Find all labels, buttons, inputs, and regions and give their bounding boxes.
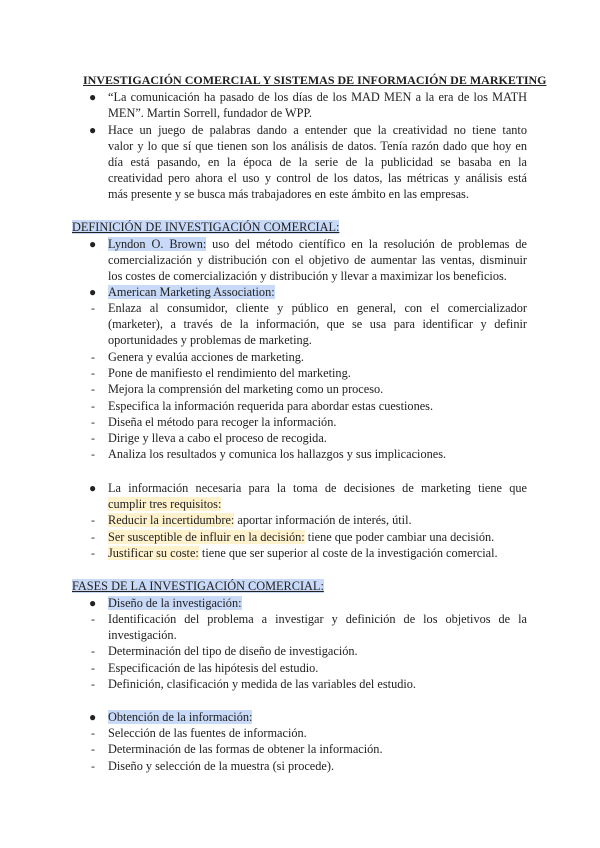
fase-item-1-line-1: Identificación del problema a investigar y definición de los objetivos de la bbox=[108, 612, 527, 626]
fase-item-4: Definición, clasificación y medida de las variables del estudio. bbox=[108, 677, 416, 691]
brown-name-highlight: Lyndon O. Brown: bbox=[108, 237, 207, 251]
ama-item-1-line-1: Enlaza al consumidor, cliente y público en general, con el comercializador bbox=[108, 301, 527, 315]
brown-definition-line-1 bbox=[108, 236, 527, 252]
ama-item-1-line-3: oportunidades y problemas de marketing. bbox=[108, 333, 312, 347]
bullet-marker: ● bbox=[89, 285, 97, 299]
requisitos-line-1: La información necesaria para la toma de decisiones de marketing tiene que bbox=[108, 481, 527, 495]
requisitos-highlight: cumplir tres requisitos: bbox=[108, 497, 222, 511]
dash-marker: - bbox=[91, 546, 95, 560]
dash-marker: - bbox=[91, 431, 95, 445]
bullet-marker: ● bbox=[89, 237, 97, 251]
section-heading-text: FASES DE LA INVESTIGACIÓN COMERCIAL: bbox=[72, 579, 324, 593]
dash-marker: - bbox=[91, 742, 95, 756]
dash-marker: - bbox=[91, 530, 95, 544]
ama-item-4: Mejora la comprensión del marketing como un proceso. bbox=[108, 382, 384, 396]
section-heading-fases bbox=[72, 578, 324, 594]
dash-marker: - bbox=[91, 366, 95, 380]
dash-marker: - bbox=[91, 350, 95, 364]
obtencion-highlight: Obtención de la información: bbox=[108, 710, 253, 724]
brown-definition-line-2: comercialización y distribución con el objetivo de aumentar las ventas, disminuir bbox=[108, 253, 527, 267]
ama-item-3: Pone de manifiesto el rendimiento del marketing. bbox=[108, 366, 351, 380]
brown-definition-line-3: los costes de comercialización y distribución y llevar a maximizar los beneficios. bbox=[108, 269, 507, 283]
obtencion-item-1: Selección de las fuentes de información. bbox=[108, 726, 307, 740]
requisito-2 bbox=[108, 529, 494, 545]
intro-paragraph-line-5: más presente y se busca más trabajadores en este ámbito en las empresas. bbox=[108, 187, 469, 201]
obtencion-item-2: Determinación de las formas de obtener la información. bbox=[108, 742, 383, 756]
ama-item-1-line-2: (marketer), a través de la información, que se usa para identificar y definir bbox=[108, 317, 527, 331]
obtencion-item-3: Diseño y selección de la muestra (si procede). bbox=[108, 759, 335, 773]
dash-marker: - bbox=[91, 759, 95, 773]
dash-marker: - bbox=[91, 661, 95, 675]
ama-item-8: Analiza los resultados y comunica los hallazgos y sus implicaciones. bbox=[108, 447, 447, 461]
bullet-marker: ● bbox=[89, 123, 97, 137]
ama-item-5: Especifica la información requerida para abordar estas cuestiones. bbox=[108, 399, 434, 413]
requisito-1 bbox=[108, 512, 412, 528]
intro-paragraph-line-1: Hace un juego de palabras dando a entender que la creatividad no tiene tanto bbox=[108, 123, 527, 137]
bullet-marker: ● bbox=[89, 596, 97, 610]
requisito-3 bbox=[108, 545, 498, 561]
dash-marker: - bbox=[91, 513, 95, 527]
diseno-highlight: Diseño de la investigación: bbox=[108, 596, 242, 610]
requisito-3-text: tiene que ser superior al coste de la investigación comercial. bbox=[198, 546, 498, 560]
ama-highlight: American Marketing Association: bbox=[108, 285, 275, 299]
intro-paragraph-line-2: valor y lo que sí que tienen son los análisis de datos. Tenía razón dado que hoy en bbox=[108, 139, 527, 153]
ama-item-7: Dirige y lleva a cabo el proceso de recogida. bbox=[108, 431, 327, 445]
requisito-2-highlight: Ser susceptible de influir en la decisión: bbox=[108, 530, 305, 544]
bullet-marker: ● bbox=[89, 481, 97, 495]
page-title: INVESTIGACIÓN COMERCIAL Y SISTEMAS DE INFORMACIÓN DE MARKETING bbox=[83, 73, 547, 87]
intro-quote-line-2: MEN”. Martin Sorrell, fundador de WPP. bbox=[108, 106, 313, 120]
bullet-marker: ● bbox=[89, 90, 97, 104]
requisitos-line-2 bbox=[108, 496, 221, 512]
dash-marker: - bbox=[91, 415, 95, 429]
dash-marker: - bbox=[91, 382, 95, 396]
fase-item-3: Especificación de las hipótesis del estudio. bbox=[108, 661, 319, 675]
dash-marker: - bbox=[91, 612, 95, 626]
ama-item-6: Diseña el método para recoger la información. bbox=[108, 415, 337, 429]
dash-marker: - bbox=[91, 726, 95, 740]
requisito-1-highlight: Reducir la incertidumbre: bbox=[108, 513, 235, 527]
requisito-2-text: tiene que poder cambiar una decisión. bbox=[304, 530, 495, 544]
dash-marker: - bbox=[91, 677, 95, 691]
obtencion-heading bbox=[108, 709, 252, 725]
fase-item-1-line-2: investigación. bbox=[108, 628, 177, 642]
ama-heading bbox=[108, 284, 275, 300]
bullet-marker: ● bbox=[89, 710, 97, 724]
dash-marker: - bbox=[91, 399, 95, 413]
requisito-1-text: aportar información de interés, útil. bbox=[234, 513, 412, 527]
intro-paragraph-line-3: día está pasando, en la época de la serie de la publicidad se basaba en la bbox=[108, 155, 527, 169]
section-heading-text: DEFINICIÓN DE INVESTIGACIÓN COMERCIAL: bbox=[72, 220, 340, 234]
ama-item-2: Genera y evalúa acciones de marketing. bbox=[108, 350, 304, 364]
dash-marker: - bbox=[91, 447, 95, 461]
brown-definition-text: uso del método científico en la resolución de problemas de bbox=[206, 237, 527, 251]
section-heading-definicion bbox=[72, 219, 339, 235]
diseno-heading bbox=[108, 595, 242, 611]
dash-marker: - bbox=[91, 301, 95, 315]
dash-marker: - bbox=[91, 644, 95, 658]
intro-quote-line-1: “La comunicación ha pasado de los días de los MAD MEN a la era de los MATH bbox=[108, 90, 527, 104]
intro-paragraph-line-4: creatividad pero ahora el uso y control de los datos, las métricas y análisis está bbox=[108, 171, 527, 185]
requisito-3-highlight: Justificar su coste: bbox=[108, 546, 199, 560]
fase-item-2: Determinación del tipo de diseño de investigación. bbox=[108, 644, 358, 658]
